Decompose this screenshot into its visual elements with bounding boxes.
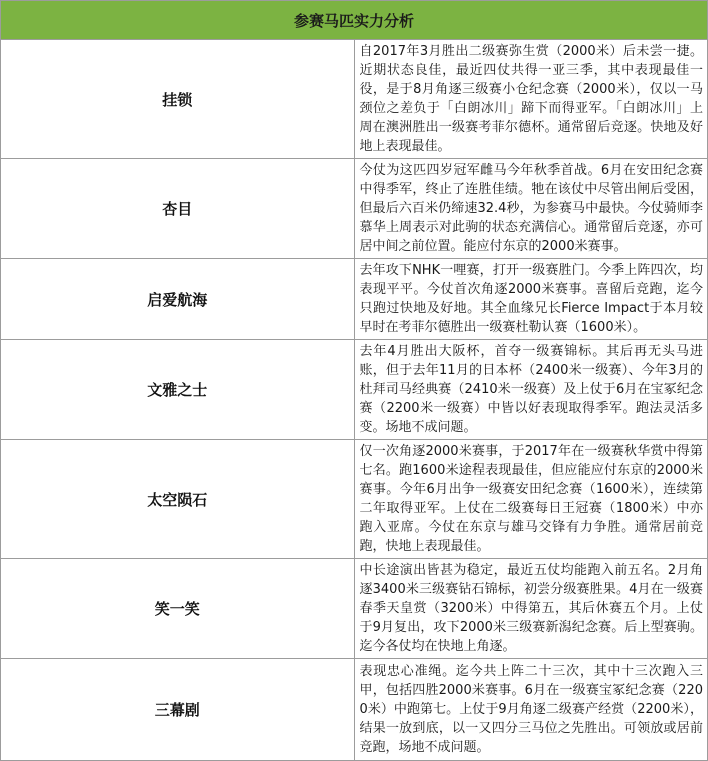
table-row	[1, 259, 708, 340]
horse-name: 三幕剧	[1, 659, 355, 761]
horse-description: 仅一次角逐2000米赛事，于2017年在一级赛秋华赏中得第七名。跑1600米途程表现最佳，但应能应付东京的2000米赛事。今年6月出争一级赛安田纪念赛（1600米），连续第二年取得亚军。上仗在二级赛每日王冠赛（1800米）中亦跑入亚席。今仗在东京与雄马交锋有力争胜。通常居前竞跑，快地上表现最佳。	[354, 440, 708, 559]
table-title: 参赛马匹实力分析	[1, 1, 708, 40]
horse-name: 挂锁	[1, 40, 355, 159]
table-row	[1, 159, 708, 259]
table-row	[1, 659, 708, 761]
horse-name: 太空陨石	[1, 440, 355, 559]
horse-description: 中长途演出皆甚为稳定，最近五仗均能跑入前五名。2月角逐3400米三级赛钻石锦标，初尝分级赛胜果。4月在一级赛春季天皇赏（3200米）中得第五，其后休赛五个月。上仗于9月复出，攻下2000米三级赛新潟纪念赛。后上型赛驹。迄今各仗均在快地上角逐。	[354, 559, 708, 659]
horse-description: 去年攻下NHK一哩赛，打开一级赛胜门。今季上阵四次，均表现平平。今仗首次角逐2000米赛事。喜留后竞跑，迄今只跑过快地及好地。其全血缘兄长Fierce Impact于本月较早时在考菲尔德胜出一级赛杜勒认赛（1600米）。	[354, 259, 708, 340]
horse-name: 杏目	[1, 159, 355, 259]
horse-description: 去年4月胜出大阪杯，首夺一级赛锦标。其后再无头马进账，但于去年11月的日本杯（2400米一级赛）、今年3月的杜拜司马经典赛（2410米一级赛）及上仗于6月在宝冢纪念赛（2200米一级赛）中皆以好表现取得季军。跑法灵活多变。场地不成问题。	[354, 340, 708, 440]
horse-description: 表现忠心准绳。迄今共上阵二十三次，其中十三次跑入三甲，包括四胜2000米赛事。6月在一级赛宝冢纪念赛（2200米）中跑第七。上仗于9月角逐二级赛产经赏（2200米），结果一放到底，以一又四分三马位之先胜出。可领放或居前竞跑，场地不成问题。	[354, 659, 708, 761]
horse-description: 今仗为这匹四岁冠军雌马今年秋季首战。6月在安田纪念赛中得季军，终止了连胜佳绩。牠在该仗中尽管出闸后受困，但最后六百米仍缔速32.4秒，为参赛马中最快。今仗骑师李慕华上周表示对此驹的状态充满信心。通常留后竞逐，亦可居中间之前位置。能应付东京的2000米赛事。	[354, 159, 708, 259]
horse-description: 自2017年3月胜出二级赛弥生赏（2000米）后未尝一捷。近期状态良佳，最近四仗共得一亚三季，其中表现最佳一役，是于8月角逐三级赛小仓纪念赛（2000米），仅以一马颈位之差负于「白朗冰川」蹄下而得亚军。「白朗冰川」上周在澳洲胜出一级赛考菲尔德杯。通常留后竞逐。快地及好地上表现最佳。	[354, 40, 708, 159]
table-header-row	[1, 1, 708, 40]
horse-name: 文雅之士	[1, 340, 355, 440]
table-row	[1, 340, 708, 440]
horse-name: 启爱航海	[1, 259, 355, 340]
table-row	[1, 559, 708, 659]
table-row	[1, 40, 708, 159]
table-row	[1, 440, 708, 559]
horse-name: 笑一笑	[1, 559, 355, 659]
